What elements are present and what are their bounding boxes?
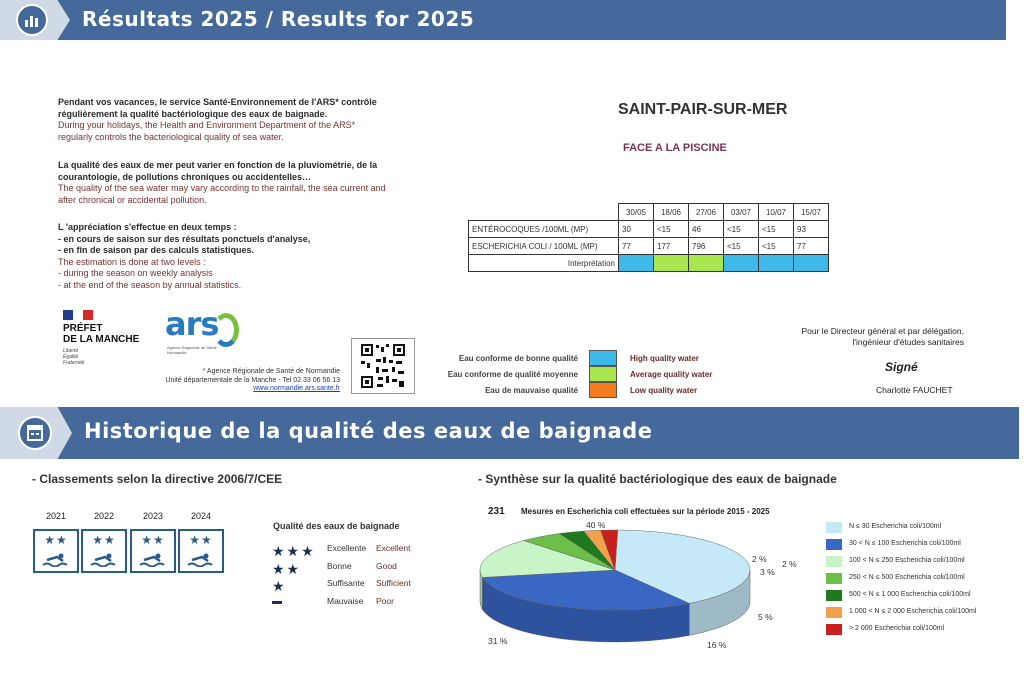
table-cell: 796 <box>689 238 724 255</box>
pie-value-label: 31 % <box>488 636 508 646</box>
table-cell: <15 <box>654 221 689 238</box>
legend-fr: Eau conforme de bonne qualité <box>458 354 578 363</box>
interpretation-cell <box>654 255 689 272</box>
quality-en: Excellent <box>376 543 411 553</box>
classement-badge <box>130 529 176 573</box>
results-banner <box>0 0 1006 40</box>
synthese-title: - Synthèse sur la qualité bactériologique des eaux de baignade <box>478 472 837 486</box>
table-cell: 77 <box>619 238 654 255</box>
intro-text: During your holidays, the Health and Environment Department of the ARS* <box>58 120 356 130</box>
pie-value-label: 3 % <box>760 567 775 577</box>
pie-chart <box>470 520 820 670</box>
pie-legend-label: 1 000 < N ≤ 2 000 Escherichia coli/100ml <box>849 608 977 615</box>
quality-fr: Mauvaise <box>327 596 364 606</box>
intro-text: régulièrement la qualité bactériologique des eaux de baignade. <box>58 108 328 119</box>
intro-text: - en fin de saison par des calculs statistiques. <box>58 245 255 255</box>
swimmer-icon <box>35 553 77 570</box>
classements-title: - Classements selon la directive 2006/7/CEE <box>32 472 283 486</box>
classement-badge <box>81 529 127 573</box>
intro-text: The quality of the sea water may vary according to the rainfall, the sea current and <box>58 183 386 193</box>
pie-value-label: 5 % <box>758 612 773 622</box>
agency-line: Unité départementale de la Manche - Tel 02 33 06 56 13 <box>165 376 340 384</box>
signed-text: Signé <box>885 360 918 374</box>
stars-icon: ★★ <box>44 533 68 547</box>
pie-legend-label: 30 < N ≤ 100 Escherichia coli/100ml <box>849 540 961 547</box>
year-label: 2021 <box>45 511 67 521</box>
quality-fr: Suffisante <box>327 578 365 588</box>
pie-legend-label: 100 < N ≤ 250 Escherichia coli/100ml <box>849 557 965 564</box>
chart-title: Mesures en Escherichia coli effectuées sur la période 2015 - 2025 <box>521 507 770 516</box>
date-header: 18/06 <box>654 204 689 221</box>
pie-legend-label: 250 < N ≤ 500 Escherichia coli/100ml <box>849 574 965 581</box>
stars-icon: ★★ <box>272 561 302 577</box>
pie-legend-label: 500 < N ≤ 1 000 Escherichia coli/100ml <box>849 591 971 598</box>
date-header: 27/06 <box>689 204 724 221</box>
stars-icon: ★★★ <box>272 543 316 559</box>
legend-swatch <box>589 366 617 382</box>
stars-icon: ★ <box>272 578 287 594</box>
quality-en: Good <box>376 561 397 571</box>
pie-value-label: 16 % <box>707 640 727 650</box>
intro-text: regularly controls the bacteriological quality of sea water. <box>58 131 284 142</box>
prefet-line2: DE LA MANCHE <box>63 334 140 345</box>
legend-fr: Eau conforme de qualité moyenne <box>447 370 578 379</box>
history-banner <box>0 407 1019 459</box>
quality-fr: Bonne <box>327 561 352 571</box>
table-row <box>469 221 829 238</box>
french-flag-icon <box>63 310 93 320</box>
intro-paragraph-2 <box>58 160 418 206</box>
intro-text: after chronical or accidental pollution. <box>58 194 207 205</box>
table-row <box>469 238 829 255</box>
signature-line: Pour le Directeur général et par délégation, <box>801 326 964 336</box>
year-label: 2023 <box>142 511 164 521</box>
history-title: Historique de la qualité des eaux de baignade <box>84 419 653 443</box>
stars-icon: ★★ <box>189 533 213 547</box>
ars-subtitle: Agence Régionale de Santé Normandie <box>167 345 217 355</box>
ars-logo <box>165 305 245 360</box>
intro-text: - en cours de saison sur des résultats ponctuels d'analyse, <box>58 233 311 244</box>
date-header: 03/07 <box>724 204 759 221</box>
quality-fr: Excellente <box>327 543 367 553</box>
signature-line: l'ingénieur d'études sanitaires <box>852 337 964 347</box>
classement-badge <box>178 529 224 573</box>
prefet-logo <box>63 310 163 370</box>
pie-value-label: 2 % <box>752 554 767 564</box>
pie-value-label: 2 % <box>782 559 797 569</box>
results-table <box>468 203 829 272</box>
dash-icon: ▬ <box>272 596 284 607</box>
interpretation-row <box>469 255 829 272</box>
pie-legend-swatch <box>826 624 842 635</box>
site-name: SAINT-PAIR-SUR-MER <box>618 101 788 118</box>
year-label: 2024 <box>190 511 212 521</box>
legend-en: High quality water <box>630 354 699 363</box>
classement-badge <box>33 529 79 573</box>
intro-text: - during the season on weekly analysis <box>58 268 213 278</box>
legend-en: Low quality water <box>630 386 698 395</box>
table-cell: 77 <box>794 238 829 255</box>
legend-fr: Eau de mauvaise qualité <box>485 386 578 395</box>
pie-legend-swatch <box>826 590 842 601</box>
interpretation-cell <box>759 255 794 272</box>
intro-text: The estimation is done at two levels : <box>58 256 206 267</box>
intro-text: L 'appréciation s'effectue en deux temps : <box>58 222 237 232</box>
table-cell: <15 <box>759 221 794 238</box>
measure-count: 231 <box>488 506 505 517</box>
table-header-row <box>469 204 829 221</box>
intro-text: - at the end of the season by annual statistics. <box>58 279 242 290</box>
legend-swatch <box>589 350 617 366</box>
interpretation-cell <box>794 255 829 272</box>
pie-legend-swatch <box>826 556 842 567</box>
signature-block <box>740 326 964 348</box>
pie-legend-swatch <box>826 522 842 533</box>
interpretation-cell <box>724 255 759 272</box>
motto-line: Fraternité <box>63 360 85 366</box>
intro-text: La qualité des eaux de mer peut varier en fonction de la pluviométrie, de la <box>58 160 378 170</box>
interpretation-cell <box>619 255 654 272</box>
table-corner <box>469 204 619 221</box>
swimmer-icon <box>132 553 174 570</box>
pie-legend-label: > 2 000 Escherichia coli/100ml <box>849 625 945 632</box>
prefet-line1: PRÉFET <box>63 323 103 334</box>
date-header: 15/07 <box>794 204 829 221</box>
ars-s-icon <box>213 313 239 347</box>
calendar-icon <box>18 416 52 450</box>
year-label: 2022 <box>93 511 115 521</box>
quality-en: Sufficient <box>376 578 411 588</box>
pie-legend-label: N ≤ 30 Escherichia coli/100ml <box>849 523 942 530</box>
pie-legend-swatch <box>826 539 842 550</box>
chart-icon <box>16 4 48 36</box>
intro-paragraph-3 <box>58 222 418 291</box>
qr-code-icon[interactable] <box>351 338 415 394</box>
ars-logo-text: ars <box>165 305 219 343</box>
intro-paragraph-1 <box>58 97 418 143</box>
legend-swatch <box>589 382 617 398</box>
row-label: ENTÉROCOQUES /100ML (MP) <box>469 221 619 238</box>
agency-line: * Agence Régionale de Santé de Normandie <box>202 368 340 375</box>
intro-text: courantologie, de pollutions chroniques ou accidentelles… <box>58 171 312 182</box>
quality-en: Poor <box>376 596 394 606</box>
stars-icon: ★★ <box>141 533 165 547</box>
table-cell: 46 <box>689 221 724 238</box>
legend-en: Average quality water <box>630 370 713 379</box>
intro-text: Pendant vos vacances, le service Santé-Environnement de l'ARS* contrôle <box>58 97 377 107</box>
motto-line: Liberté <box>63 348 79 354</box>
row-label: ESCHERICHIA COLI / 100ML (MP) <box>469 238 619 255</box>
swimmer-icon <box>180 553 222 570</box>
site-location: FACE A LA PISCINE <box>623 142 727 154</box>
date-header: 10/07 <box>759 204 794 221</box>
motto-line: Égalité <box>63 354 79 360</box>
interpretation-label: Interprétation <box>469 255 619 272</box>
swimmer-icon <box>83 553 125 570</box>
pie-legend-swatch <box>826 607 842 618</box>
table-cell: 177 <box>654 238 689 255</box>
pie-value-label: 40 % <box>586 520 606 530</box>
table-cell: <15 <box>724 238 759 255</box>
table-cell: 93 <box>794 221 829 238</box>
agency-link[interactable]: www.normandie.ars.sante.fr <box>253 385 340 392</box>
interpretation-cell <box>689 255 724 272</box>
pie-legend-swatch <box>826 573 842 584</box>
agency-info <box>140 368 340 394</box>
quality-key-title: Qualité des eaux de baignade <box>273 521 400 531</box>
table-cell: 30 <box>619 221 654 238</box>
table-cell: <15 <box>759 238 794 255</box>
stars-icon: ★★ <box>92 533 116 547</box>
signer-name: Charlotte FAUCHET <box>876 385 953 395</box>
results-title: Résultats 2025 / Results for 2025 <box>82 7 475 31</box>
table-cell: <15 <box>724 221 759 238</box>
date-header: 30/05 <box>619 204 654 221</box>
